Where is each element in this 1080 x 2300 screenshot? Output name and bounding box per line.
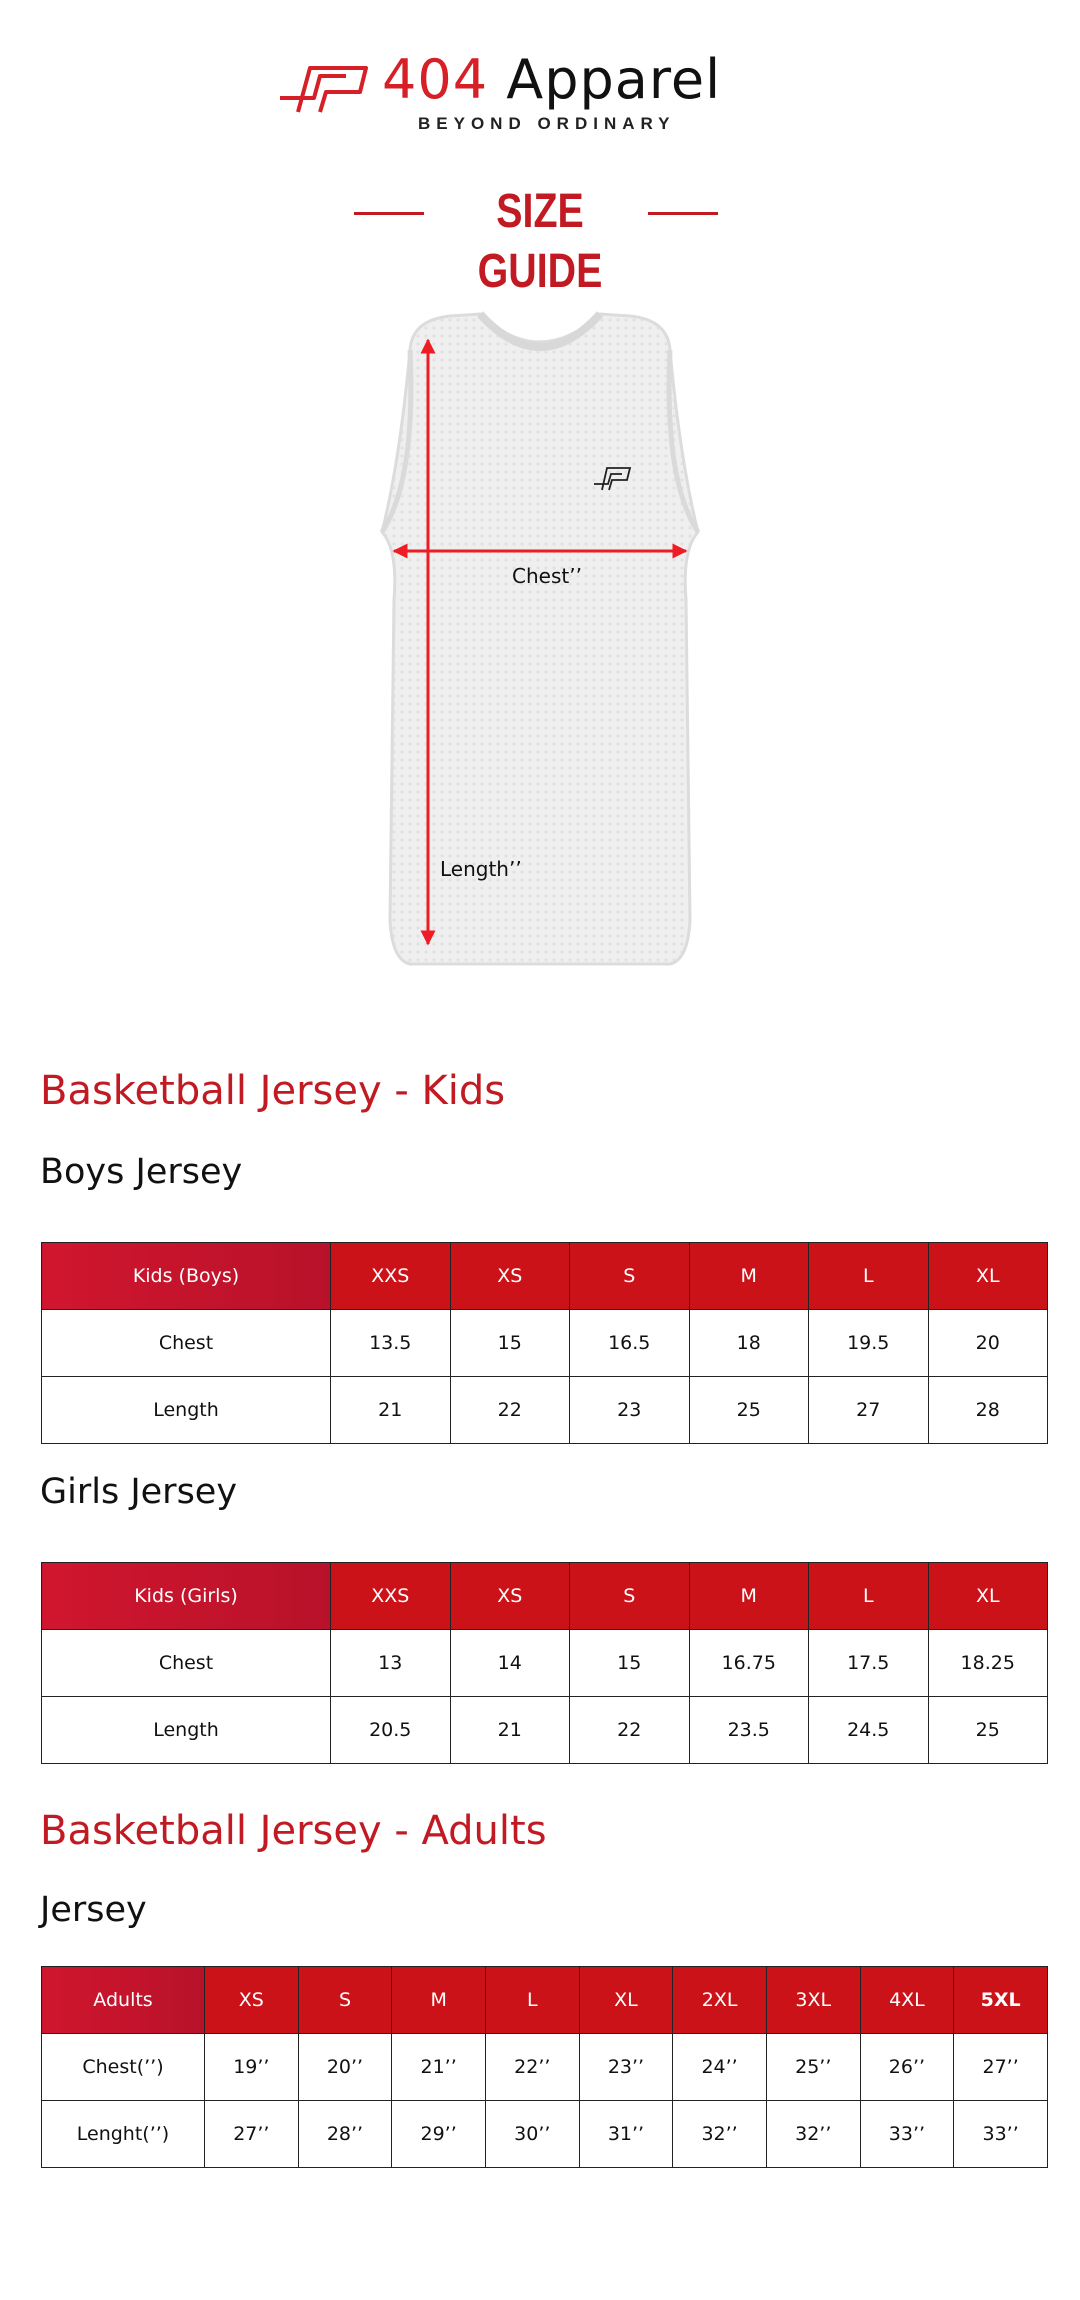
table-cell: Chest(’’)	[42, 2034, 205, 2101]
table-cell: 13	[331, 1630, 451, 1697]
table-cell: 19.5	[809, 1310, 929, 1377]
brand-name	[382, 50, 721, 110]
table-cell: 32’’	[766, 2101, 860, 2168]
table-header-cell: XXS	[331, 1243, 451, 1310]
table-cell: 31’’	[579, 2101, 673, 2168]
table-row	[42, 1310, 1048, 1377]
table-header-cell: 5XL	[954, 1967, 1048, 2034]
table-row	[42, 1630, 1048, 1697]
chest-label: Chest’’	[512, 564, 582, 588]
table-cell: 22’’	[485, 2034, 579, 2101]
table-cell: 27’’	[954, 2034, 1048, 2101]
table-cell: 18	[689, 1310, 809, 1377]
table-header-cell: Kids (Girls)	[42, 1563, 331, 1630]
table-cell: Length	[42, 1377, 331, 1444]
table-header-cell: Adults	[42, 1967, 205, 2034]
jersey-diagram	[350, 300, 730, 980]
table-header-cell: XS	[205, 1967, 299, 2034]
table-cell: 20’’	[298, 2034, 392, 2101]
boys-table-title: Boys Jersey	[40, 1152, 243, 1192]
table-header-cell: 3XL	[766, 1967, 860, 2034]
table-header-cell: S	[570, 1563, 690, 1630]
table-cell: 28	[928, 1377, 1048, 1444]
kids-section-title: Basketball Jersey - Kids	[40, 1068, 506, 1114]
table-cell: 25	[928, 1697, 1048, 1764]
adults-size-table	[41, 1966, 1048, 2168]
table-cell: 15	[450, 1310, 570, 1377]
table-cell: 26’’	[860, 2034, 954, 2101]
table-cell: Lenght(’’)	[42, 2101, 205, 2168]
table-cell: 14	[450, 1630, 570, 1697]
table-cell: Chest	[42, 1630, 331, 1697]
table-header-cell: XS	[450, 1563, 570, 1630]
table-header-cell: M	[392, 1967, 486, 2034]
guide-title: SIZE GUIDE	[477, 185, 603, 298]
table-row	[42, 2034, 1048, 2101]
table-cell: 25’’	[766, 2034, 860, 2101]
table-cell: 27	[809, 1377, 929, 1444]
table-cell: 23	[570, 1377, 690, 1444]
table-header-cell: M	[689, 1563, 809, 1630]
brand-tagline: BEYOND ORDINARY	[418, 114, 676, 133]
adults-table-title: Jersey	[40, 1890, 147, 1930]
table-cell: Length	[42, 1697, 331, 1764]
table-row	[42, 2101, 1048, 2168]
table-header-cell: XL	[928, 1563, 1048, 1630]
table-cell: 33’’	[954, 2101, 1048, 2168]
table-cell: Chest	[42, 1310, 331, 1377]
table-header-cell: S	[298, 1967, 392, 2034]
girls-size-table	[41, 1562, 1048, 1764]
table-cell: 33’’	[860, 2101, 954, 2168]
table-cell: 13.5	[331, 1310, 451, 1377]
brand-word: Apparel	[506, 48, 722, 111]
table-cell: 17.5	[809, 1630, 929, 1697]
table-cell: 16.75	[689, 1630, 809, 1697]
table-header-cell: XL	[579, 1967, 673, 2034]
table-cell: 21’’	[392, 2034, 486, 2101]
adults-section-title: Basketball Jersey - Adults	[40, 1808, 547, 1854]
table-cell: 22	[570, 1697, 690, 1764]
table-cell: 22	[450, 1377, 570, 1444]
table-header-row	[42, 1563, 1048, 1630]
table-cell: 30’’	[485, 2101, 579, 2168]
table-cell: 27’’	[205, 2101, 299, 2168]
table-cell: 18.25	[928, 1630, 1048, 1697]
table-cell: 28’’	[298, 2101, 392, 2168]
boys-size-table	[41, 1242, 1048, 1444]
table-cell: 23’’	[579, 2034, 673, 2101]
table-header-row	[42, 1243, 1048, 1310]
table-header-cell: 2XL	[673, 1967, 767, 2034]
table-header-cell: XS	[450, 1243, 570, 1310]
table-row	[42, 1377, 1048, 1444]
table-header-cell: S	[570, 1243, 690, 1310]
table-cell: 16.5	[570, 1310, 690, 1377]
brand-number: 404	[382, 48, 489, 111]
table-cell: 24.5	[809, 1697, 929, 1764]
guide-title-left-rule	[354, 212, 424, 215]
table-header-cell: L	[809, 1243, 929, 1310]
brand-logo	[270, 48, 810, 138]
table-header-cell: XL	[928, 1243, 1048, 1310]
table-cell: 32’’	[673, 2101, 767, 2168]
table-cell: 21	[450, 1697, 570, 1764]
table-cell: 15	[570, 1630, 690, 1697]
table-cell: 23.5	[689, 1697, 809, 1764]
table-header-cell: 4XL	[860, 1967, 954, 2034]
table-header-row	[42, 1967, 1048, 2034]
table-cell: 20.5	[331, 1697, 451, 1764]
table-cell: 19’’	[205, 2034, 299, 2101]
table-cell: 24’’	[673, 2034, 767, 2101]
table-header-cell: XXS	[331, 1563, 451, 1630]
table-header-cell: M	[689, 1243, 809, 1310]
table-header-cell: Kids (Boys)	[42, 1243, 331, 1310]
table-cell: 29’’	[392, 2101, 486, 2168]
table-cell: 20	[928, 1310, 1048, 1377]
brand-mark-icon	[276, 58, 372, 114]
table-cell: 21	[331, 1377, 451, 1444]
guide-title-right-rule	[648, 212, 718, 215]
length-label: Length’’	[440, 857, 522, 881]
girls-table-title: Girls Jersey	[40, 1472, 238, 1512]
table-cell: 25	[689, 1377, 809, 1444]
table-header-cell: L	[809, 1563, 929, 1630]
table-row	[42, 1697, 1048, 1764]
table-header-cell: L	[485, 1967, 579, 2034]
